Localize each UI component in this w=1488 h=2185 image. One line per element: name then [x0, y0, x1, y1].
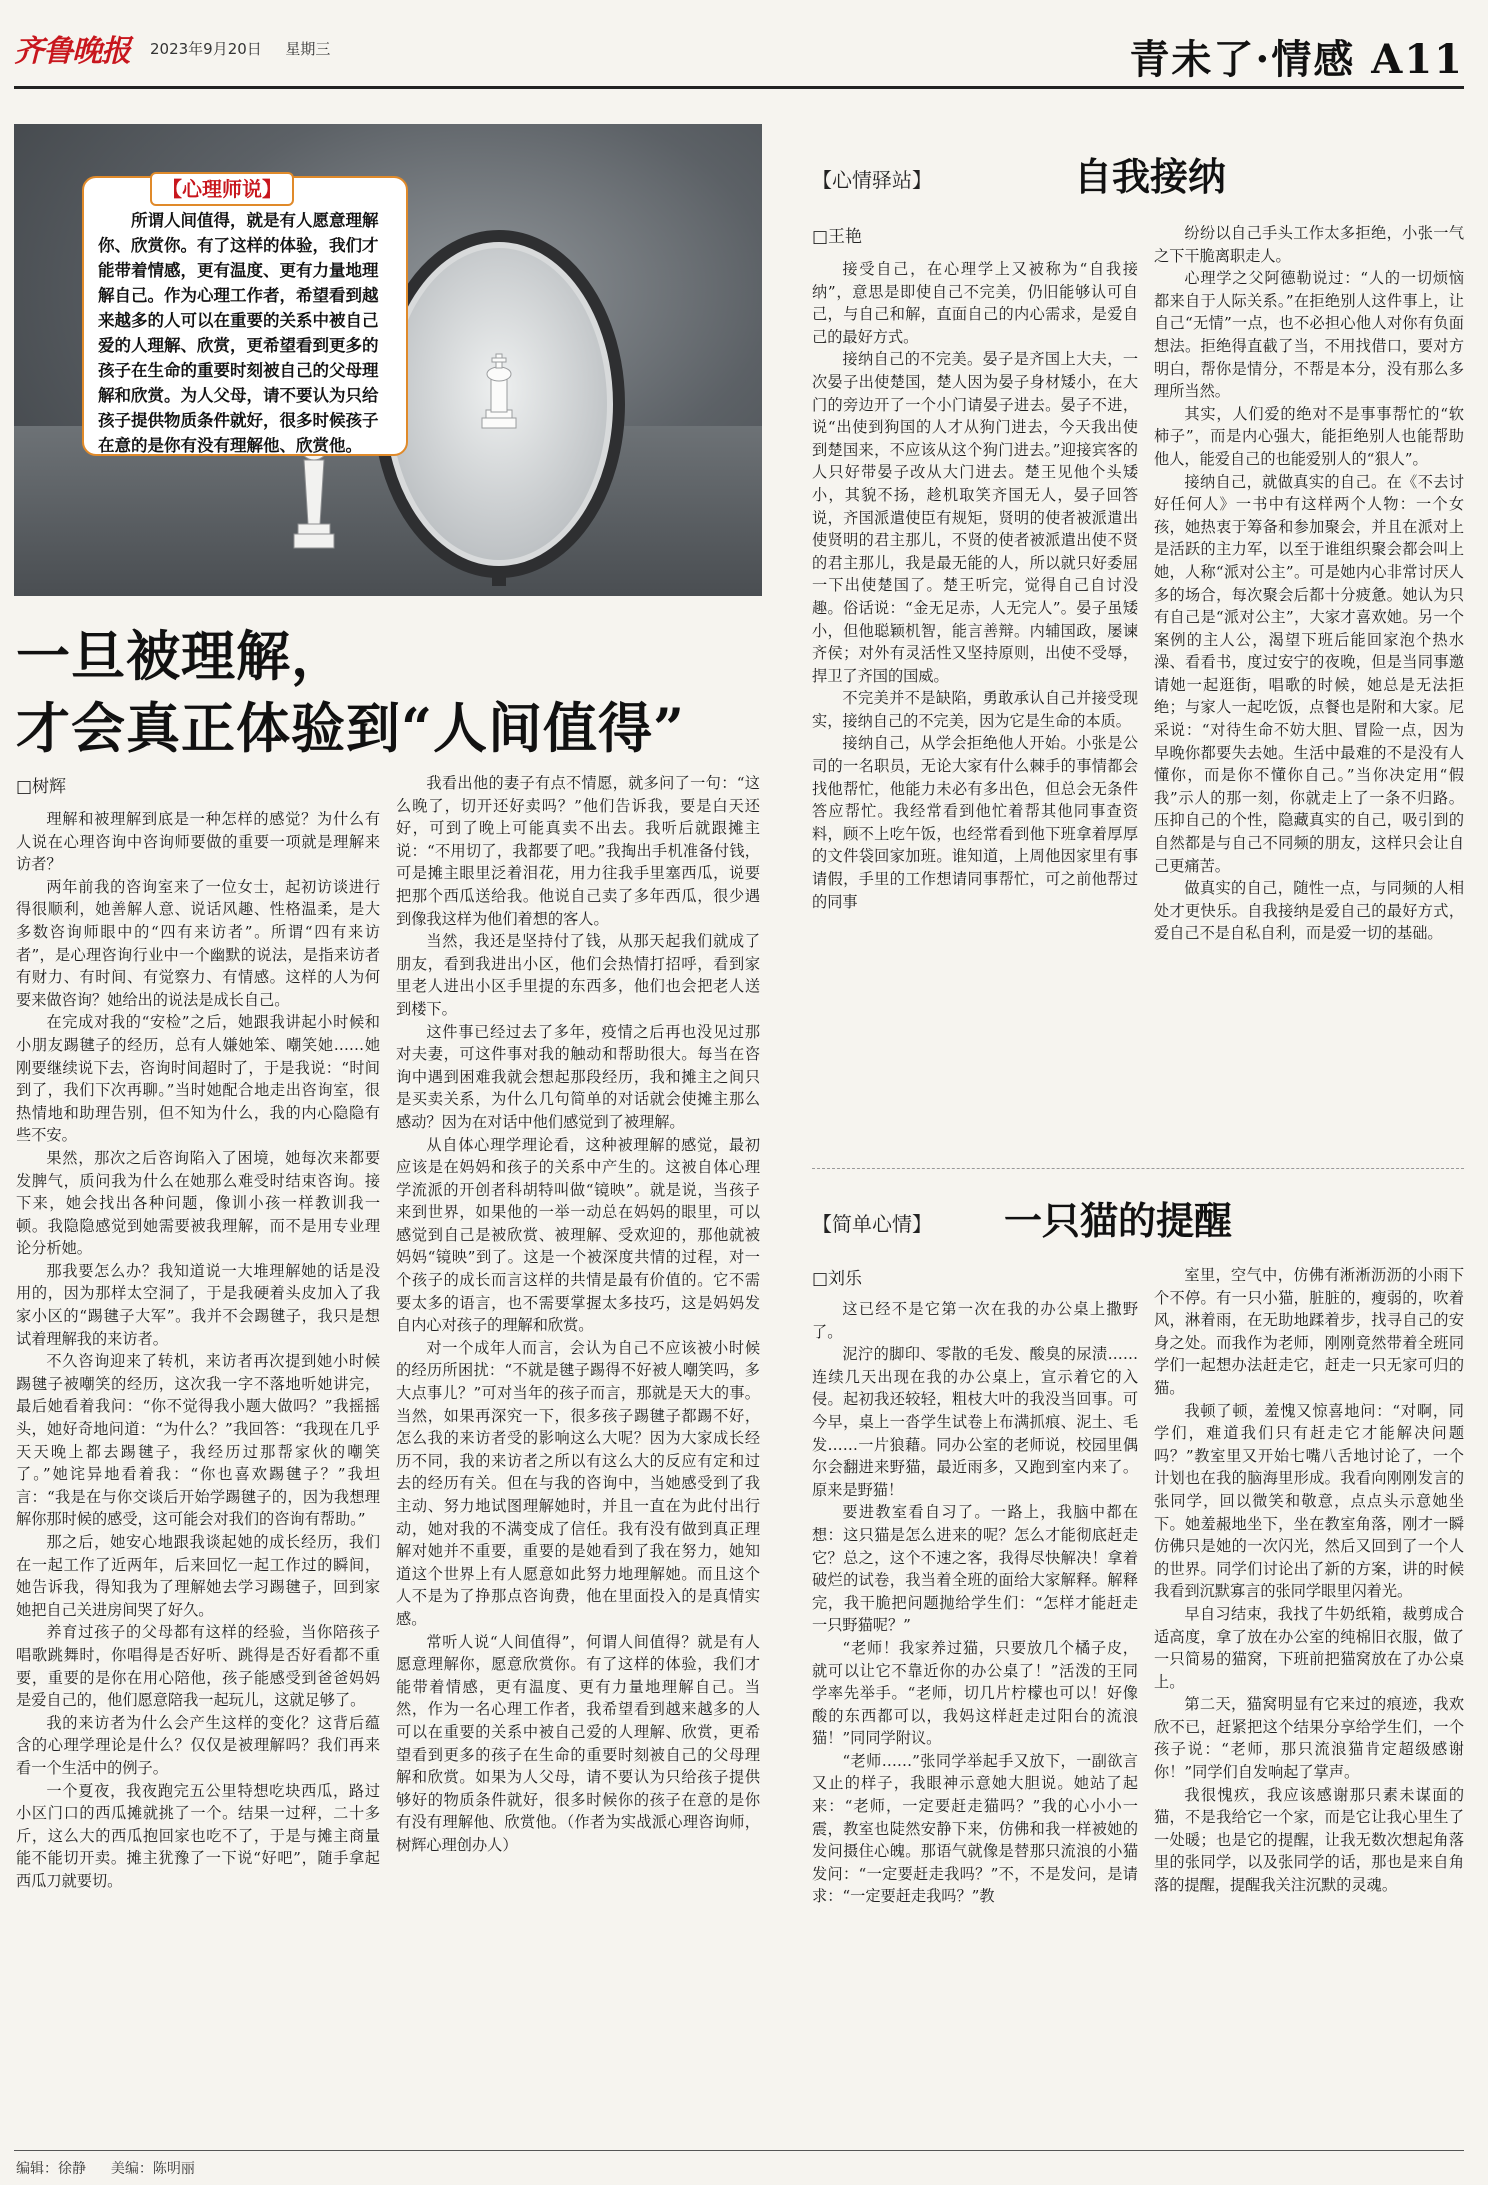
paragraph: 要进教室看自习了。一路上，我脑中都在想：这只猫是怎么进来的呢？怎么才能彻底赶走它？总之，这个不速之客，我得尽快解决！拿着破烂的试卷，我当着全班的面给大家解释。解释完，我干脆把问题抛给学生们：“怎样才能赶走一只野猫呢？” — [812, 1503, 1138, 1635]
paragraph: 当然，我还是坚持付了钱，从那天起我们就成了朋友，看到我进出小区，他们会热情打招呼，看到家里老人进出小区手里提的东西多，他们也会把老人送到楼下。 — [396, 932, 760, 1018]
paragraph: 常听人说“人间值得”，何谓人间值得？就是有人愿意理解你，愿意欣赏你。有了这样的体验，我们才能带着情感，更有温度、更有力量地理解自己。当然，作为一名心理工作者，我希望看到越来越多的人可以在重要的关系中被自己爱的人理解、欣赏，更希望看到更多的孩子在生命的重要时刻被自己的父母理解和欣赏。如果为人父母，请不要认为只给孩子提供够好的物质条件就好，很多时候你的孩子在意的是你有没有理解他、欣赏他。（作者为实战派心理咨询师，树辉心理创办人） — [396, 1632, 760, 1854]
paragraph: 那我要怎么办？我知道说一大堆理解她的话是没用的，因为那样太空洞了，于是我硬着头皮加入了我家小区的“踢毽子大军”。我并不会踢毽子，我只是想试着理解我的来访者。 — [16, 1261, 380, 1348]
paragraph: 心理学之父阿德勒说过：“人的一切烦恼都来自于人际关系。”在拒绝别人这件事上，让自己“无情”一点，也不必担心他人对你有负面想法。拒绝得直截了当，不用找借口，要对方明白，帮你是情分，不帮是本分，没有那么多理所当然。 — [1154, 269, 1464, 401]
article-two-column-2 — [1154, 222, 1464, 1138]
section-page-label: 青未了·情感 A11 — [1129, 36, 1464, 83]
paragraph: 两年前我的咨询室来了一位女士，起初访谈进行得很顺利，她善解人意、说话风趣、性格温柔，是大多数咨询师眼中的“四有来访者”。所谓“四有来访者”，是心理咨询行业中一个幽默的说法，是指来访者有财力、有时间、有觉察力、有情感。这样的人为何要来做咨询？她给出的说法是成长自己。 — [16, 877, 380, 1009]
paragraph: 其实，人们爱的绝对不是事事帮忙的“软柿子”，而是内心强大，能拒绝别人也能帮助他人，能爱自己的也能爱别人的“狠人”。 — [1154, 404, 1464, 468]
paragraph: 那之后，她安心地跟我谈起她的成长经历，我们在一起工作了近两年，后来回忆一起工作过的瞬间，她告诉我，得知我为了理解她去学习踢毽子，回到家她把自己关进房间哭了好久。 — [16, 1533, 380, 1619]
paragraph: 第二天，猫窝明显有它来过的痕迹，我欢欣不已，赶紧把这个结果分享给学生们，一个孩子说：“老师，那只流浪猫肯定超级感谢你！”同学们自发响起了掌声。 — [1154, 1695, 1464, 1782]
paragraph: 我很愧疚，我应该感谢那只素未谋面的猫，不是我给它一个家，而是它让我心里生了一处暖；也是它的提醒，让我无数次想起角落里的张同学，以及张同学的话，那也是来自角落的提醒，提醒我关注沉默的灵魂。 — [1154, 1785, 1464, 1895]
paragraph: 理解和被理解到底是一种怎样的感觉？为什么有人说在心理咨询中咨询师要做的重要一项就是理解来访者？ — [16, 810, 380, 874]
callout-tag: 【心理师说】 — [150, 172, 294, 206]
headline-line-2: 才会真正体验到“人间值得” — [16, 696, 686, 760]
paragraph: “老师！我家养过猫，只要放几个橘子皮，就可以让它不靠近你的办公桌了！”活泼的王同学率先举手。“老师，切几片柠檬也可以！好像酸的东西都可以，我妈这样赶走过阳台的流浪猫！”同同学附议。 — [812, 1638, 1138, 1748]
paragraph: 从自体心理学理论看，这种被理解的感觉，最初应该是在妈妈和孩子的关系中产生的。这被自体心理学流派的开创者科胡特叫做“镜映”。就是说，当孩子来到世界，如果他的一举一动总在妈妈的眼里，可以感觉到自己是被欣赏、被理解、受欢迎的，那他就被妈妈“镜映”到了。这是一个被深度共情的过程，对一个孩子的成长而言这样的共情是最有价值的。它不需要太多的语言，也不需要掌握太多技巧，这是妈妈发自内心对孩子的理解和欣赏。 — [396, 1135, 760, 1335]
paragraph: 这件事已经过去了多年，疫情之后再也没见过那对夫妻，可这件事对我的触动和帮助很大。每当在咨询中遇到困难我就会想起那段经历，我和摊主之间只是买卖关系，为什么几句简单的对话就会使摊主那么感动？因为在对话中他们感觉到了被理解。 — [396, 1022, 760, 1131]
article-three-tag: 【简单心情】 — [812, 1212, 932, 1236]
paragraph: 不久咨询迎来了转机，来访者再次提到她小时候踢毽子被嘲笑的经历，这次我一字不落地听她讲完，最后她看着我问：“你不觉得我小题大做吗？”我摇摇头，她好奇地问道：“为什么？”我回答：“我现在几乎天天晚上都去踢毽子，我经历过那帮家伙的嘲笑了。”她诧异地看着我：“你也喜欢踢毽子？”我坦言：“我是在与你交谈后开始学踢毽子的，因为我想理解你那时候的感受，这可能会对我们的咨询有帮助。” — [16, 1352, 380, 1529]
paragraph: 养育过孩子的父母都有这样的经验，当你陪孩子唱歌跳舞时，你唱得是否好听、跳得是否好看都不重要，重要的是你在用心陪他，孩子能感受到爸爸妈妈是爱自己的，他们愿意陪我一起玩儿，这就足够了。 — [16, 1623, 380, 1710]
article-two-column-1 — [812, 258, 1138, 1138]
main-article-column-2 — [396, 772, 760, 2138]
paragraph: 不完美并不是缺陷，勇敢承认自己并接受现实，接纳自己的不完美，因为它是生命的本质。 — [812, 689, 1138, 730]
footer-rule — [14, 2150, 1464, 2151]
paragraph: 早自习结束，我找了牛奶纸箱，裁剪成合适高度，拿了放在办公室的纯棉旧衣服，做了一只简易的猫窝，下班前把猫窝放在了办公桌上。 — [1154, 1604, 1464, 1691]
designer-credit: 美编：陈明丽 — [110, 2161, 195, 2177]
paragraph: 做真实的自己，随性一点，与同频的人相处才更快乐。自我接纳是爱自己的最好方式，爱自己不是自私自利，而是爱一切的基础。 — [1154, 879, 1464, 943]
paragraph: 我的来访者为什么会产生这样的变化？这背后蕴含的心理学理论是什么？仅仅是被理解吗？我们再来看一个生活中的例子。 — [16, 1713, 380, 1777]
article-two-title: 自我接纳 — [1074, 154, 1227, 199]
paragraph: 我看出他的妻子有点不情愿，就多问了一句：“这么晚了，切开还好卖吗？”他们告诉我，要是白天还好，可到了晚上可能真卖不出去。我听后就跟摊主说：“不用切了，我都要了吧。”我掏出手机准备付钱，可是摊主眼里泛着泪花，用力往我手里塞西瓜，说要把那个西瓜送给我。他说自己卖了多年西瓜，很少遇到像我这样为他们着想的客人。 — [396, 774, 760, 928]
main-article-column-1 — [16, 808, 380, 2138]
paragraph: “老师……”张同学举起手又放下，一副欲言又止的样子，我眼神示意她大胆说。她站了起来：“老师，一定要赶走猫吗？”我的心小小一震，教室也陡然安静下来，仿佛和我一样被她的发问摄住心魄。那语气就像是替那只流浪的小猫发问：“一定要赶走我吗？”不，不是发问，是请求：“一定要赶走我吗？”教 — [812, 1751, 1138, 1906]
header-rule — [14, 86, 1464, 89]
date-text: 2023年9月20日 — [150, 40, 262, 58]
paragraph: 果然，那次之后咨询陷入了困境，她每次来都要发脾气，质问我为什么在她那么难受时结束咨询。接下来，她会找出各种问题，像训小孩一样教训我一顿。我隐隐感觉到她需要被我理解，而不是用专业理论分析她。 — [16, 1148, 380, 1258]
paragraph: 泥泞的脚印、零散的毛发、酸臭的尿渍……连续几天出现在我的办公桌上，宣示着它的入侵。起初我还较轻，粗枝大叶的我没当回事。可今早，桌上一沓学生试卷上布满抓痕、泥土、毛发……一片狼藉。同办公室的老师说，校园里偶尔会翻进来野猫，最近雨多，又跑到室内来了。原来是野猫！ — [812, 1345, 1138, 1499]
paragraph: 一个夏夜，我夜跑完五公里特想吃块西瓜，路过小区门口的西瓜摊就挑了一个。结果一过秤，二十多斤，这么大的西瓜抱回家也吃不了，于是与摊主商量能不能切开卖。摊主犹豫了一下说“好吧”，随手拿起西瓜刀就要切。 — [16, 1781, 380, 1890]
paragraph: 对一个成年人而言，会认为自己不应该被小时候的经历所困扰：“不就是毽子踢得不好被人嘲笑吗，多大点事儿？”可对当年的孩子而言，那就是天大的事。当然，如果再深究一下，很多孩子踢毽子都踢不好，怎么我的来访者受的影响这么大呢？因为大家成长经历不同，我的来访者之所以有这么大的反应有定和过去的经历有关。但在与我的咨询中，当她感受到了我主动、努力地试图理解她时，并且一直在为此付出行动，她对我的不满变成了信任。我有没有做到真正理解对她并不重要，重要的是她看到了我在努力，她知道这个世界上有人愿意如此努力地理解她。而且这个人不是为了挣那点咨询费，他在里面投入的是真情实感。 — [396, 1338, 760, 1628]
masthead-logo: 齐鲁晚报 — [14, 34, 130, 69]
page-footer — [16, 2158, 195, 2178]
paragraph: 室里，空气中，仿佛有淅淅沥沥的小雨下个不停。有一只小猫，脏脏的，瘦弱的，吹着风，淋着雨，在无助地蹂着步，找寻自己的安身之处。而我作为老师，刚刚竟然带着全班同学们一起想办法赶走它，赶走一只无家可归的猫。 — [1154, 1266, 1464, 1397]
weekday-text: 星期三 — [285, 40, 331, 58]
article-three-byline: □刘乐 — [812, 1269, 863, 1289]
callout-text: 所谓人间值得，就是有人愿意理解你、欣赏你。有了这样的体验，我们才能带着情感，更有温度、更有力量地理解自己。作为心理工作者，希望看到越来越多的人可以在重要的关系中被自己爱的人理解、欣赏，更希望看到更多的孩子在生命的重要时刻被自己的父母理解和欣赏。为人父母，请不要认为只给孩子提供物质条件就好，很多时候孩子在意的是你有没有理解他、欣赏他。 — [98, 211, 379, 455]
callout-box — [82, 176, 408, 456]
editor-credit: 编辑：徐静 — [16, 2161, 86, 2177]
paragraph: 接纳自己的不完美。晏子是齐国上大夫，一次晏子出使楚国，楚人因为晏子身材矮小，在大门的旁边开了一个小门请晏子进去。晏子不进，说“出使到狗国的人才从狗门进去，今天我出使到楚国来，不应该从这个狗门进去。”迎接宾客的人只好带晏子改从大门进去。楚王见他个头矮小，其貌不扬，趁机取笑齐国无人，晏子回答说，齐国派遣使臣有规矩，贤明的使者被派遣出使贤明的君主那儿，不贤的使者被派遣出使不贤的君主那儿，我是最无能的人，所以就只好委屈一下出使楚国了。楚王听完，觉得自己自讨没趣。俗话说：“金无足赤，人无完人”。晏子虽矮小，但他聪颖机智，能言善辩。内辅国政，屡谏齐侯；对外有灵活性又坚持原则，出使不受辱，捍卫了齐国的国威。 — [812, 350, 1138, 685]
article-three-column-1 — [812, 1298, 1138, 2138]
article-three-title: 一只猫的提醒 — [1004, 1198, 1233, 1243]
article-two-tag: 【心情驿站】 — [812, 168, 932, 192]
article-three-column-2 — [1154, 1264, 1464, 2138]
article-two-byline: □王艳 — [812, 227, 863, 247]
section-divider — [812, 1168, 1464, 1169]
paragraph: 接纳自己，就做真实的自己。在《不去讨好任何人》一书中有这样两个人物：一个女孩，她热衷于筹备和参加聚会，并且在派对上是活跃的主力军，以至于谁组织聚会都会叫上她，人称“派对公主”。可是她内心非常讨厌人多的场合，每次聚会后都十分疲惫。她认为只有自己是“派对公主”，大家才喜欢她。另一个案例的主人公，渴望下班后能回家泡个热水澡、看看书，度过安宁的夜晚，但是当同事邀请她一起逛街，唱歌的时候，她总是无法拒绝；与家人一起吃饭，点餐也是附和大家。尼采说：“对待生命不妨大胆、冒险一点，因为早晚你都要失去她。生活中最难的不是没有人懂你，而是你不懂你自己。”当你决定用“假我”示人的那一刻，你就走上了一条不归路。压抑自己的个性，隐藏真实的自己，吸引到的自然都是与自己不同频的朋友，这样只会让自己更痛苦。 — [1154, 472, 1464, 875]
headline-line-1: 一旦被理解， — [16, 624, 346, 688]
paragraph: 接受自己，在心理学上又被称为“自我接纳”，意思是即使自己不完美，仍旧能够认可自己，与自己和解，直面自己的内心需求，是爱自己的最好方式。 — [812, 260, 1138, 346]
main-byline: □树辉 — [16, 777, 67, 797]
paragraph: 这已经不是它第一次在我的办公桌上撒野了。 — [812, 1300, 1138, 1341]
paragraph: 我顿了顿，羞愧又惊喜地问：“对啊，同学们，难道我们只有赶走它才能解决问题吗？”教室里又开始七嘴八舌地讨论了，一个计划也在我的脑海里形成。我看向刚刚发言的张同学，回以微笑和敬意，点点头示意她坐下。她羞赧地坐下，坐在教室角落，刚才一瞬仿佛只是她的一次闪光，然后又回到了一个人的世界。同学们讨论出了新的方案，讲的时候我看到沉默寡言的张同学眼里闪着光。 — [1154, 1401, 1464, 1601]
paragraph: 接纳自己，从学会拒绝他人开始。小张是公司的一名职员，无论大家有什么棘手的事情都会找他帮忙，他能力未必有多出色，但总会无条件答应帮忙。我经常看到他忙着帮其他同事查资料，顾不上吃午饭，也经常看到他下班拿着厚厚的文件袋回家加班。谁知道，上周他因家里有事请假，手里的工作想请同事帮忙，可之前他帮过的同事 — [812, 734, 1138, 911]
main-headline — [16, 620, 685, 764]
paragraph: 在完成对我的“安检”之后，她跟我讲起小时候和小朋友踢毽子的经历，总有人嫌她笨、嘲笑她……她刚要继续说下去，咨询时间超时了，于是我说：“时间到了，我们下次再聊。”当时她配合地走出咨询室，很热情地和助理告别，但不知为什么，我的内心隐隐有些不安。 — [16, 1013, 380, 1145]
paragraph: 纷纷以自己手头工作太多拒绝，小张一气之下干脆离职走人。 — [1154, 224, 1464, 265]
issue-date — [150, 38, 330, 59]
